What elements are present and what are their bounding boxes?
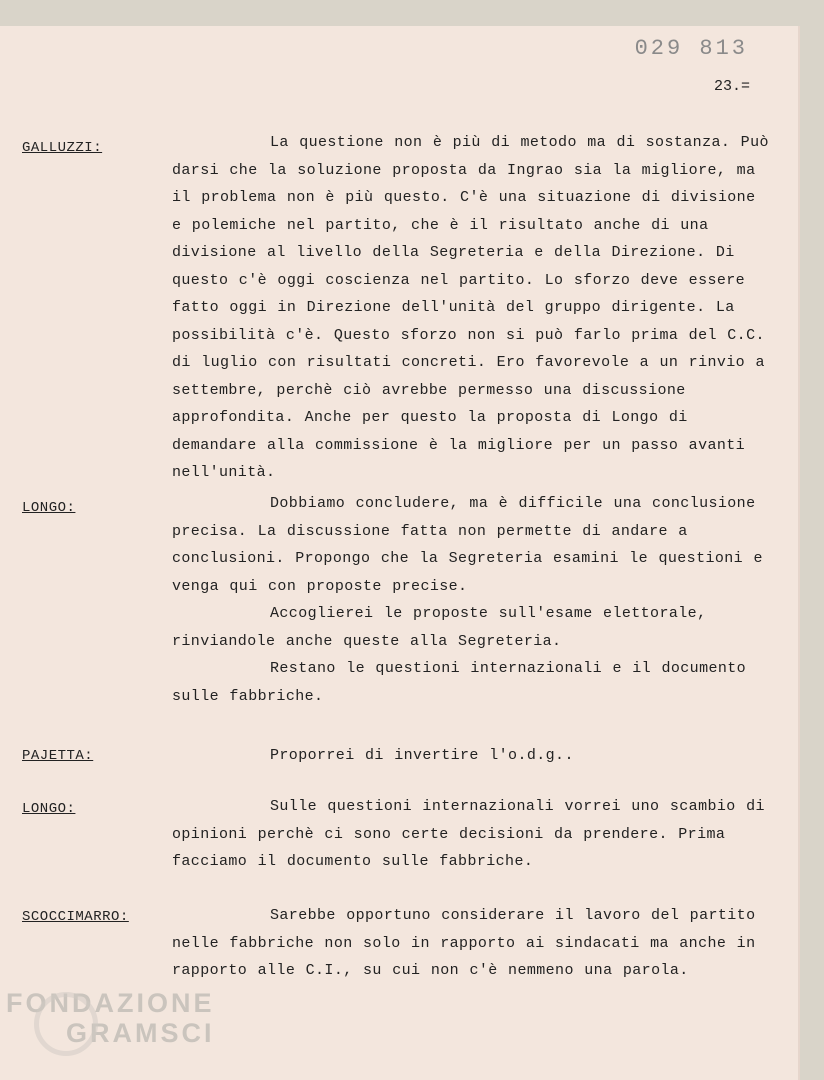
watermark-logo (6, 988, 215, 1048)
page-number: 23.= (713, 78, 750, 95)
speech-text (172, 490, 772, 710)
speech-text (172, 902, 772, 985)
speech-text (172, 742, 772, 770)
archive-number: 029 813 (634, 36, 748, 61)
paragraph: Restano le questioni internazionali e il documento sulle fabbriche. (172, 660, 747, 705)
speaker-label: SCOCCIMARRO: (22, 909, 129, 925)
speech-text (172, 129, 772, 487)
speaker-label: GALLUZZI: (22, 140, 103, 156)
watermark-line: GRAMSCI (66, 1018, 215, 1048)
paragraph: Proporrei di invertire l'o.d.g.. (270, 747, 574, 764)
speaker-label: LONGO: (22, 801, 76, 817)
paragraph: Sarebbe opportuno considerare il lavoro del partito nelle fabbriche non solo in rapporto ai sindacati ma anche in rapporto alle C.I., su cui non c'è nemmeno una parola. (172, 907, 756, 979)
paragraph: La questione non è più di metodo ma di sostanza. Può darsi che la soluzione proposta da Ingrao sia la migliore, ma il problema non è più questo. C'è una situazione di divisione e polemiche nel partito, che è il risultato anche di una divisione al livello della Segreteria e della Direzione. Di questo c'è oggi coscienza nel partito. Lo sforzo deve essere fatto oggi in Direzione dell'unità del gruppo dirigente. La possibilità c'è. Questo sforzo non si può farlo prima del C.C. di luglio con risultati concreti. Ero favorevole a un rinvio a settembre, perchè ciò avrebbe permesso una discussione approfondita. Anche per questo la proposta di Longo di demandare alla commissione è la migliore per un passo avanti nell'unità. (172, 134, 769, 481)
paragraph: Dobbiamo concludere, ma è difficile una conclusione precisa. La discussione fatta non permette di andare a conclusioni. Propongo che la Segreteria esamini le questioni e venga qui con proposte precise. (172, 495, 763, 595)
paragraph: Sulle questioni internazionali vorrei uno scambio di opinioni perchè ci sono certe decisioni da prendere. Prima facciamo il documento sulle fabbriche. (172, 798, 765, 870)
watermark-line: FONDAZIONE (6, 988, 215, 1018)
speaker-label: LONGO: (22, 500, 76, 516)
speaker-label: PAJETTA: (22, 748, 94, 764)
document-page (0, 26, 798, 1080)
paragraph: Accoglierei le proposte sull'esame elettorale, rinviandole anche queste alla Segreteria. (172, 605, 707, 650)
speech-text (172, 793, 772, 876)
logo-mark (34, 992, 98, 1056)
